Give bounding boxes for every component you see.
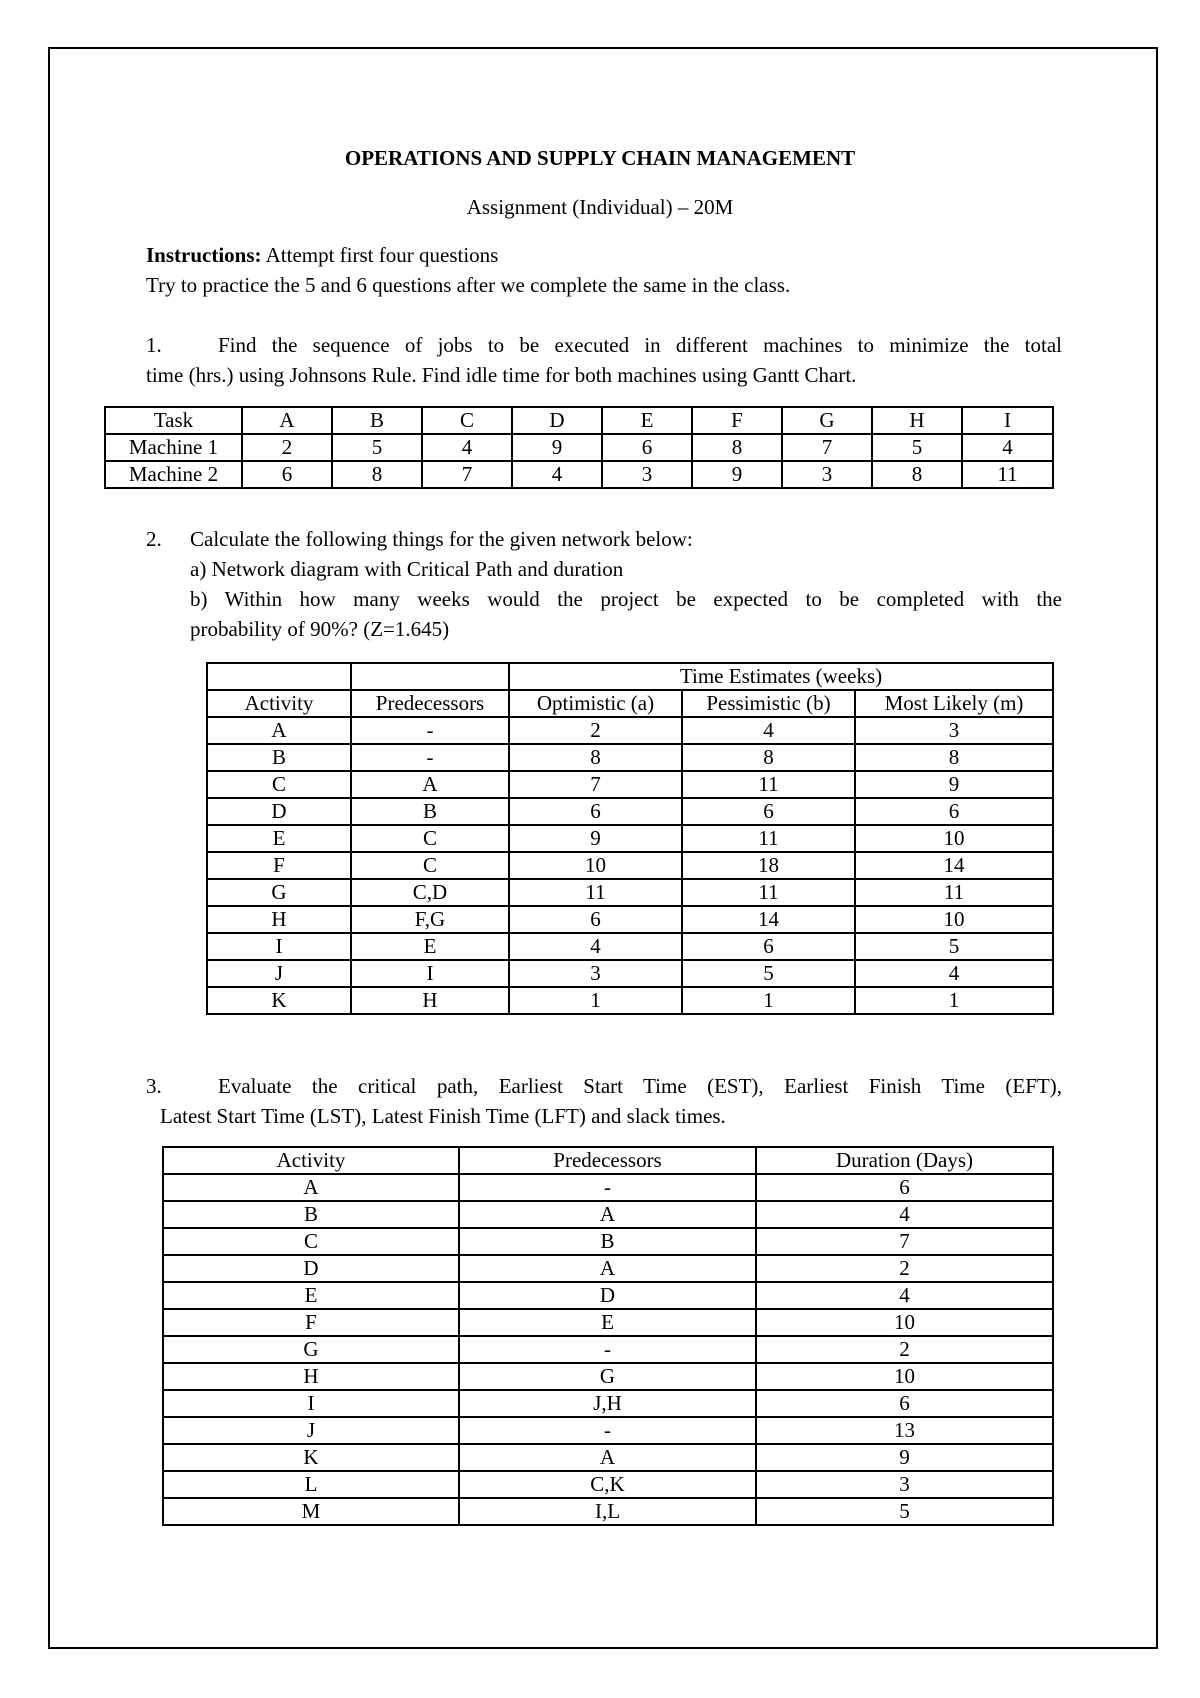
cpm-table-cell: 13 [756, 1417, 1053, 1444]
cpm-table-cell: E [459, 1309, 756, 1336]
pert-table-group-header: Time Estimates (weeks) [509, 663, 1053, 690]
pert-table-cell: 3 [509, 960, 682, 987]
pert-table-cell: 4 [509, 933, 682, 960]
johnson-table-cell: 5 [332, 434, 422, 461]
pert-table-row [207, 825, 1053, 852]
cpm-table-cell: G [163, 1336, 459, 1363]
pert-table-corner-1 [207, 663, 351, 690]
question-2-text-line1: Calculate the following things for the given network below: [190, 527, 693, 551]
johnson-table-header-cell: H [872, 407, 962, 434]
pert-table-corner-2 [351, 663, 509, 690]
cpm-table-row [163, 1336, 1053, 1363]
page-subtitle: Assignment (Individual) – 20M [466, 195, 734, 219]
question-3-number: 3. [146, 1074, 162, 1098]
instructions-label: Instructions: [146, 243, 262, 267]
johnson-table-header-cell: D [512, 407, 602, 434]
johnson-table-header-cell: G [782, 407, 872, 434]
pert-table-cell: - [351, 717, 509, 744]
johnson-table-cell: 7 [782, 434, 872, 461]
cpm-table-cell: D [163, 1255, 459, 1282]
pert-table-cell: K [207, 987, 351, 1014]
pert-table-cell: 5 [682, 960, 855, 987]
johnson-table-cell: 4 [962, 434, 1053, 461]
cpm-table-cell: E [163, 1282, 459, 1309]
pert-table-cell: 9 [509, 825, 682, 852]
pert-table-row [207, 798, 1053, 825]
question-1-line1 [146, 330, 1062, 360]
page-title: OPERATIONS AND SUPPLY CHAIN MANAGEMENT [344, 146, 856, 170]
johnson-table-header-cell: F [692, 407, 782, 434]
johnson-table-cell: 3 [782, 461, 872, 488]
question-3 [146, 1071, 1062, 1131]
question-3-line1 [146, 1071, 1062, 1101]
johnson-table-cell: 3 [602, 461, 692, 488]
pert-table-cell: B [207, 744, 351, 771]
cpm-table-cell: J [163, 1417, 459, 1444]
cpm-table-cell: 6 [756, 1390, 1053, 1417]
pert-table-cell: C [351, 852, 509, 879]
pert-table-cell: 11 [682, 771, 855, 798]
pert-table-cell: 2 [509, 717, 682, 744]
pert-table-cell: 1 [855, 987, 1053, 1014]
pert-table-cell: G [207, 879, 351, 906]
pert-table-cell: - [351, 744, 509, 771]
pert-table-cell: 8 [682, 744, 855, 771]
johnson-table-cell: 2 [242, 434, 332, 461]
pert-table-cell: 6 [509, 906, 682, 933]
pert-table-cell: 4 [682, 717, 855, 744]
pert-table-cell: A [351, 771, 509, 798]
question-3-text-line1: Evaluate the critical path, Earliest Start Time (EST), Earliest Finish Time (EFT), [218, 1074, 1062, 1098]
cpm-table-row [163, 1390, 1053, 1417]
pert-table-cell: 6 [682, 798, 855, 825]
instructions-line2: Try to practice the 5 and 6 questions after we complete the same in the class. [146, 273, 791, 297]
pert-table-cell: 10 [509, 852, 682, 879]
johnson-table-cell: 8 [872, 461, 962, 488]
pert-table-cell: A [207, 717, 351, 744]
johnson-table-header-cell: Task [105, 407, 242, 434]
cpm-table-cell: C [163, 1228, 459, 1255]
pert-table-cell: 4 [855, 960, 1053, 987]
pert-table-cell: D [207, 798, 351, 825]
johnson-table-header-cell: A [242, 407, 332, 434]
johnson-table-row [105, 461, 1053, 488]
johnson-table-cell: 9 [692, 461, 782, 488]
pert-table-cell: 10 [855, 825, 1053, 852]
johnson-table-cell: 9 [512, 434, 602, 461]
cpm-table-row [163, 1444, 1053, 1471]
cpm-table [162, 1146, 1054, 1526]
pert|q2-header-row [207, 690, 1053, 717]
cpm-table-cell: A [459, 1201, 756, 1228]
pert-table-cell: B [351, 798, 509, 825]
johnson-table-cell: Machine 2 [105, 461, 242, 488]
johnson-table-cell: 8 [692, 434, 782, 461]
cpm-table-row [163, 1228, 1053, 1255]
johnson-table-cell: 6 [242, 461, 332, 488]
johnson-table-cell: 4 [422, 434, 512, 461]
cpm-table-cell: H [163, 1363, 459, 1390]
cpm-table-cell: M [163, 1498, 459, 1525]
question-3-text-line2: Latest Start Time (LST), Latest Finish Time (LFT) and slack times. [160, 1104, 726, 1128]
pert-table-header-cell: Optimistic (a) [509, 690, 682, 717]
cpm-table-cell: 10 [756, 1309, 1053, 1336]
question-1-text-line2: time (hrs.) using Johnsons Rule. Find idle time for both machines using Gantt Chart. [146, 363, 857, 387]
question-1-number: 1. [146, 333, 162, 357]
cpm-table-cell: - [459, 1174, 756, 1201]
pert-table-cell: J [207, 960, 351, 987]
cpm-table-header-cell: Predecessors [459, 1147, 756, 1174]
johnson-table-header-cell: B [332, 407, 422, 434]
pert-table-cell: 6 [509, 798, 682, 825]
johnson-table-header-cell: C [422, 407, 512, 434]
cpm-table-header-cell: Activity [163, 1147, 459, 1174]
question-2-line1 [146, 524, 1062, 554]
cpm-table-cell: B [459, 1228, 756, 1255]
cpm-table-cell: 3 [756, 1471, 1053, 1498]
cpm-table-cell: J,H [459, 1390, 756, 1417]
pert-table-cell: 11 [855, 879, 1053, 906]
pert-table-row [207, 960, 1053, 987]
cpm-table-header-cell: Duration (Days) [756, 1147, 1053, 1174]
pert-table-cell: 8 [509, 744, 682, 771]
cpm-table-cell: A [163, 1174, 459, 1201]
cpm-table-cell: - [459, 1417, 756, 1444]
cpm-table-cell: 6 [756, 1174, 1053, 1201]
cpm-table-cell: I [163, 1390, 459, 1417]
pert-table-header-cell: Predecessors [351, 690, 509, 717]
cpm-table-row [163, 1201, 1053, 1228]
johnson-table-cell: 7 [422, 461, 512, 488]
pert-table-cell: 1 [682, 987, 855, 1014]
question-2 [146, 524, 1062, 644]
pert-table-cell: 11 [509, 879, 682, 906]
cpm-table-cell: B [163, 1201, 459, 1228]
pert-table-cell: 1 [509, 987, 682, 1014]
cpm|q3-header-row [163, 1147, 1053, 1174]
question-2-text-line4: probability of 90%? (Z=1.645) [190, 617, 450, 641]
johnson-table-cell: 8 [332, 461, 422, 488]
question-2-number: 2. [146, 527, 162, 551]
pert-table-cell: H [351, 987, 509, 1014]
cpm-table-row [163, 1471, 1053, 1498]
cpm-table-cell: C,K [459, 1471, 756, 1498]
cpm-table-row [163, 1255, 1053, 1282]
pert-table-cell: C [351, 825, 509, 852]
pert-table-cell: 10 [855, 906, 1053, 933]
cpm-table-cell: K [163, 1444, 459, 1471]
question-1-text-line1: Find the sequence of jobs to be executed in different machines to minimize the total [218, 333, 1062, 357]
pert-table-header-cell: Pessimistic (b) [682, 690, 855, 717]
cpm-table-row [163, 1363, 1053, 1390]
pert-table-cell: 6 [682, 933, 855, 960]
cpm-table-cell: 4 [756, 1282, 1053, 1309]
pert-table-header-cell: Activity [207, 690, 351, 717]
pert-table-row [207, 744, 1053, 771]
pert-table-cell: 14 [855, 852, 1053, 879]
cpm-table-cell: 9 [756, 1444, 1053, 1471]
johnson-rule-table [104, 406, 1054, 489]
pert-table-row [207, 852, 1053, 879]
cpm-table-cell: D [459, 1282, 756, 1309]
question-2-text-line3: b) Within how many weeks would the project be expected to be completed with the [190, 587, 1062, 611]
cpm-table-cell: A [459, 1444, 756, 1471]
pert-table-cell: 11 [682, 879, 855, 906]
pert-table-row [207, 933, 1053, 960]
pert-table-cell: 7 [509, 771, 682, 798]
cpm-table-row [163, 1498, 1053, 1525]
cpm-table-cell: 2 [756, 1255, 1053, 1282]
instructions-text: Attempt first four questions [261, 243, 499, 267]
instructions [146, 240, 1066, 300]
cpm-table-cell: 5 [756, 1498, 1053, 1525]
pert-table-cell: 11 [682, 825, 855, 852]
pert-table-row [207, 771, 1053, 798]
cpm-table-cell: G [459, 1363, 756, 1390]
pert-table-cell: E [351, 933, 509, 960]
pert-table [206, 662, 1054, 1015]
pert-table-cell: F,G [351, 906, 509, 933]
question-2-text-line2: a) Network diagram with Critical Path and duration [190, 557, 624, 581]
pert-table-cell: E [207, 825, 351, 852]
johnson-table-cell: Machine 1 [105, 434, 242, 461]
pert-table-cell: I [207, 933, 351, 960]
pert-table-cell: F [207, 852, 351, 879]
pert-table-row [207, 987, 1053, 1014]
cpm-table-cell: F [163, 1309, 459, 1336]
johnson-table-cell: 5 [872, 434, 962, 461]
pert-table-header-cell: Most Likely (m) [855, 690, 1053, 717]
cpm-table-row [163, 1282, 1053, 1309]
pert-table-cell: 6 [855, 798, 1053, 825]
pert-table-cell: 14 [682, 906, 855, 933]
cpm-table-cell: A [459, 1255, 756, 1282]
pert-table-cell: C [207, 771, 351, 798]
cpm-table-cell: L [163, 1471, 459, 1498]
cpm-table-cell: 4 [756, 1201, 1053, 1228]
pert-table-cell: 3 [855, 717, 1053, 744]
pert-table-cell: I [351, 960, 509, 987]
cpm-table-cell: 2 [756, 1336, 1053, 1363]
cpm-table-cell: 7 [756, 1228, 1053, 1255]
johnson-table-cell: 6 [602, 434, 692, 461]
cpm-table-cell: 10 [756, 1363, 1053, 1390]
johnson|q1-header-row [105, 407, 1053, 434]
cpm-table-cell: I,L [459, 1498, 756, 1525]
pert-table-cell: C,D [351, 879, 509, 906]
question-1 [146, 330, 1062, 390]
pert-table-row [207, 906, 1053, 933]
johnson-table-header-cell: E [602, 407, 692, 434]
cpm-table-row [163, 1174, 1053, 1201]
pert-table-cell: 8 [855, 744, 1053, 771]
johnson-table-header-cell: I [962, 407, 1053, 434]
cpm-table-row [163, 1417, 1053, 1444]
pert-table-row [207, 717, 1053, 744]
pert-table-cell: 18 [682, 852, 855, 879]
cpm-table-row [163, 1309, 1053, 1336]
pert-table-cell: H [207, 906, 351, 933]
johnson-table-row [105, 434, 1053, 461]
pert-table-cell: 5 [855, 933, 1053, 960]
johnson-table-cell: 4 [512, 461, 602, 488]
pert-table-row [207, 879, 1053, 906]
cpm-table-cell: - [459, 1336, 756, 1363]
pert-table-cell: 9 [855, 771, 1053, 798]
johnson-table-cell: 11 [962, 461, 1053, 488]
